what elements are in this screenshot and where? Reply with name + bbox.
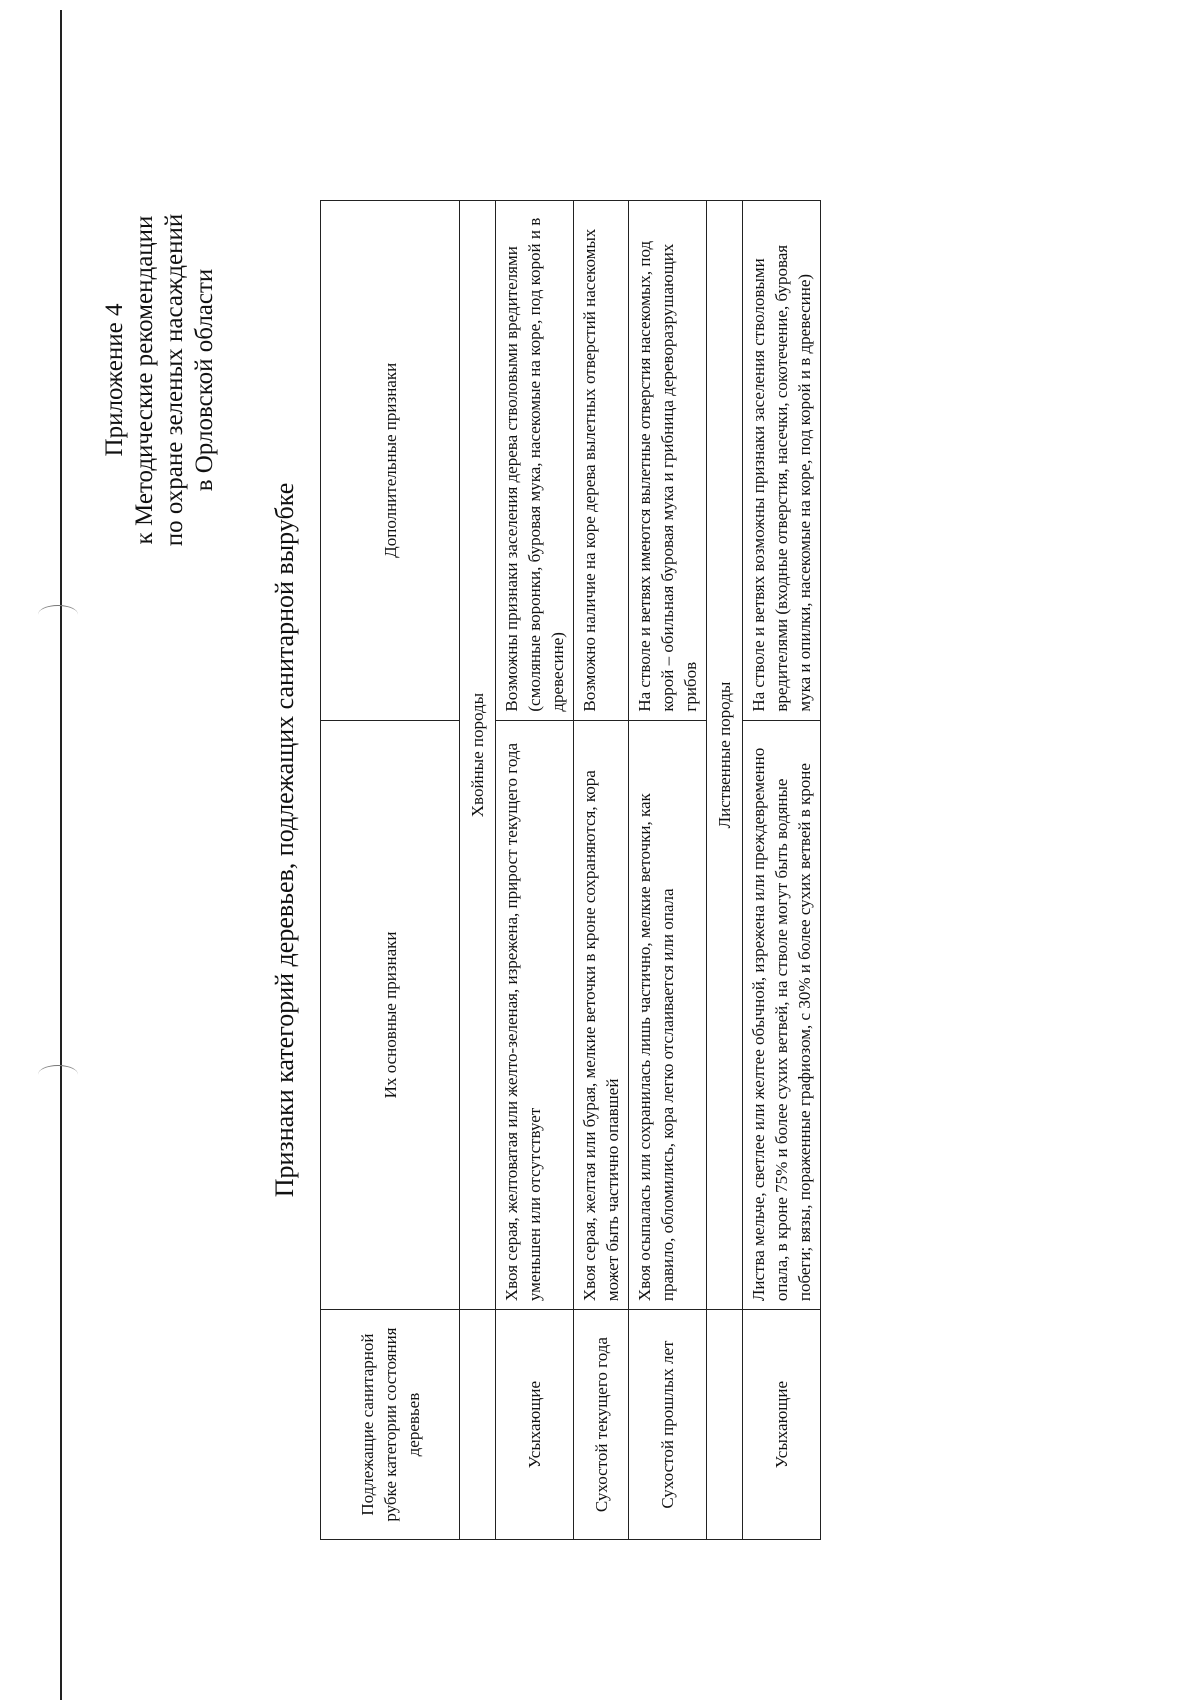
group-row xyxy=(707,201,743,1540)
column-header: Их основные признаки xyxy=(321,720,460,1310)
document-title: Признаки категорий деревьев, подлежащих санитарной вырубке xyxy=(270,482,299,1198)
group-label: Хвойные породы xyxy=(460,201,496,1310)
criteria-table xyxy=(320,200,821,1540)
appendix-line: Приложение 4 xyxy=(101,303,128,457)
main-signs-cell: Хвоя осыпалась или сохранилась лишь частично, мелкие веточки, как правило, обломились, кора легко отслаивается или опала xyxy=(629,720,707,1310)
category-cell: Сухостой текущего года xyxy=(574,1310,629,1540)
appendix-line: к Методические рекомендации xyxy=(131,215,158,545)
appendix-line: в Орловской области xyxy=(191,268,218,492)
column-header: Дополнительные признаки xyxy=(321,201,460,721)
rotated-page xyxy=(60,80,1150,1600)
category-cell: Усыхающие xyxy=(743,1310,821,1540)
appendix-line: по охране зеленых насаждений xyxy=(161,213,188,547)
extra-signs-cell: На стволе и ветвях возможны признаки заселения стволовыми вредителями (входные отверстия, насечки, сокотечение, буровая мука и опилки, насекомые на коре, под корой и в древесине) xyxy=(743,201,821,721)
table-cell xyxy=(707,1310,743,1540)
table-row xyxy=(629,201,707,1540)
main-signs-cell: Хвоя серая, желтоватая или желто-зеленая, изрежена, прирост текущего года уменьшен или отсутствует xyxy=(496,720,574,1310)
group-row xyxy=(460,201,496,1540)
category-cell: Сухостой прошлых лет xyxy=(629,1310,707,1540)
group-label: Лиственные породы xyxy=(707,201,743,1310)
table-header-row xyxy=(321,201,460,1540)
table-row xyxy=(574,201,629,1540)
extra-signs-cell: Возможно наличие на коре дерева вылетных отверстий насекомых xyxy=(574,201,629,721)
category-cell: Усыхающие xyxy=(496,1310,574,1540)
extra-signs-cell: Возможны признаки заселения дерева стволовыми вредителями (смоляные воронки, буровая мука, насекомые на коре, под корой и в древесине) xyxy=(496,201,574,721)
table-row xyxy=(496,201,574,1540)
column-header: Подлежащие санитарной рубке категории состояния деревьев xyxy=(321,1310,460,1540)
table-cell xyxy=(460,1310,496,1540)
main-signs-cell: Хвоя серая, желтая или бурая, мелкие веточки в кроне сохраняются, кора может быть частично опавшей xyxy=(574,720,629,1310)
extra-signs-cell: На стволе и ветвях имеются вылетные отверстия насекомых, под корой – обильная буровая мука и грибница дереворазрушающих грибов xyxy=(629,201,707,721)
table-row xyxy=(743,201,821,1540)
main-signs-cell: Листва мельче, светлее или желтее обычной, изрежена или преждевременно опала, в кроне 75% и более сухих ветвей, на стволе могут быть водяные побеги; вязы, пораженные графиозом, с 30% и более сухих ветвей в кроне xyxy=(743,720,821,1310)
appendix-header xyxy=(100,120,220,640)
